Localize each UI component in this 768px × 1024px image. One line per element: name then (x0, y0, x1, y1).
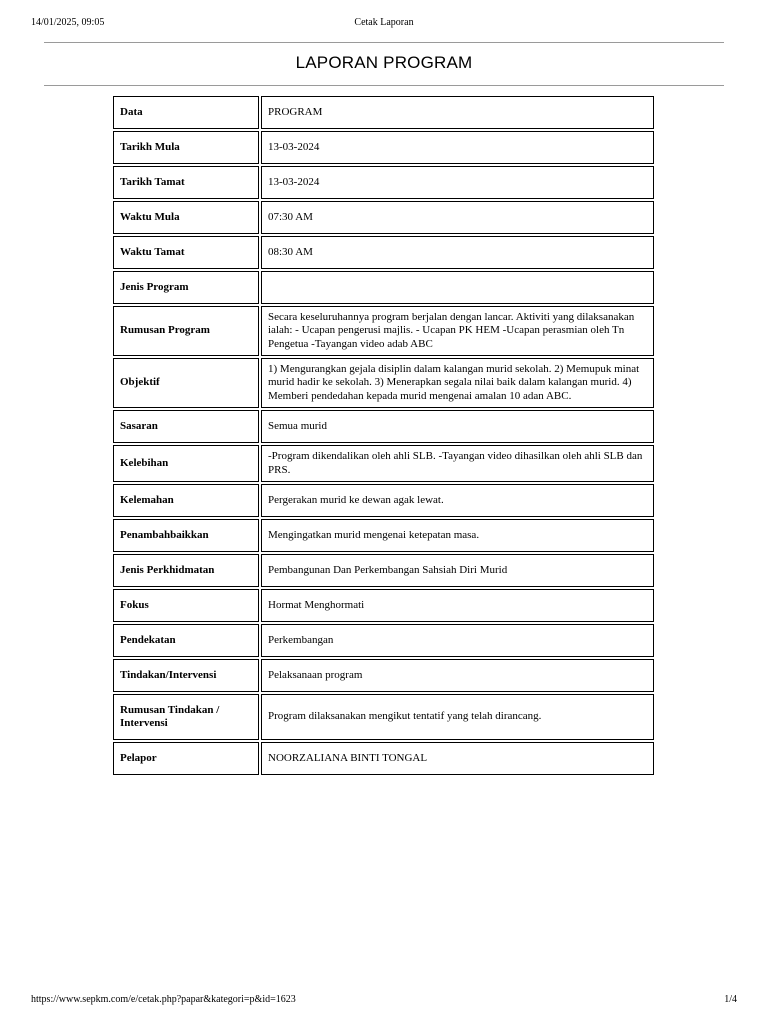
report-row (113, 484, 654, 517)
report-row (113, 589, 654, 622)
row-label: Pendekatan (113, 624, 259, 657)
print-datetime: 14/01/2025, 09:05 (31, 17, 105, 28)
row-value: 1) Mengurangkan gejala disiplin dalam kalangan murid sekolah. 2) Memupuk minat murid hadir ke sekolah. 3) Menerapkan segala nilai baik dalam kalangan murid. 4) Memberi pendedahan kepada murid mengenai amalan 10 adan ABC. (261, 358, 654, 408)
row-label: Tarikh Mula (113, 131, 259, 164)
print-footer (31, 994, 737, 1008)
print-url: https://www.sepkm.com/e/cetak.php?papar&kategori=p&id=1623 (31, 994, 296, 1005)
report-row (113, 131, 654, 164)
row-label: Waktu Mula (113, 201, 259, 234)
row-value: NOORZALIANA BINTI TONGAL (261, 742, 654, 775)
row-label: Penambahbaikkan (113, 519, 259, 552)
row-value: 07:30 AM (261, 201, 654, 234)
row-label: Fokus (113, 589, 259, 622)
row-label: Kelemahan (113, 484, 259, 517)
row-value: 13-03-2024 (261, 131, 654, 164)
report-row (113, 659, 654, 692)
row-value: Program dilaksanakan mengikut tentatif yang telah dirancang. (261, 694, 654, 740)
print-page-title: Cetak Laporan (354, 17, 414, 28)
row-value: PROGRAM (261, 96, 654, 129)
row-value: Secara keseluruhannya program berjalan dengan lancar. Aktiviti yang dilaksanakan ialah: - Ucapan pengerusi majlis. - Ucapan PK HEM -Ucapan perasmian oleh Tn Pengetua -Tayangan video adab ABC (261, 306, 654, 356)
report-row (113, 519, 654, 552)
report-row (113, 358, 654, 408)
report-row (113, 445, 654, 482)
row-label: Jenis Program (113, 271, 259, 304)
row-label: Objektif (113, 358, 259, 408)
report-row (113, 271, 654, 304)
report-row (113, 624, 654, 657)
row-label: Sasaran (113, 410, 259, 443)
report-row (113, 742, 654, 775)
row-value: Pergerakan murid ke dewan agak lewat. (261, 484, 654, 517)
row-value: Semua murid (261, 410, 654, 443)
row-label: Jenis Perkhidmatan (113, 554, 259, 587)
page-number: 1/4 (724, 994, 737, 1005)
row-label: Rumusan Tindakan / Intervensi (113, 694, 259, 740)
row-label: Tarikh Tamat (113, 166, 259, 199)
row-label: Tindakan/Intervensi (113, 659, 259, 692)
report-row (113, 236, 654, 269)
row-label: Kelebihan (113, 445, 259, 482)
row-label: Data (113, 96, 259, 129)
row-value: Perkembangan (261, 624, 654, 657)
report-row (113, 306, 654, 356)
top-divider (44, 42, 724, 43)
row-value: -Program dikendalikan oleh ahli SLB. -Tayangan video dihasilkan oleh ahli SLB dan PRS. (261, 445, 654, 482)
row-value (261, 271, 654, 304)
row-value: Mengingatkan murid mengenai ketepatan masa. (261, 519, 654, 552)
report-row (113, 201, 654, 234)
row-value: Pembangunan Dan Perkembangan Sahsiah Diri Murid (261, 554, 654, 587)
row-label: Pelapor (113, 742, 259, 775)
report-row (113, 166, 654, 199)
bottom-divider (44, 85, 724, 86)
report-row (113, 694, 654, 740)
row-value: 13-03-2024 (261, 166, 654, 199)
row-value: 08:30 AM (261, 236, 654, 269)
report-title: LAPORAN PROGRAM (295, 53, 473, 72)
row-value: Hormat Menghormati (261, 589, 654, 622)
row-value: Pelaksanaan program (261, 659, 654, 692)
report-row (113, 410, 654, 443)
print-header (31, 17, 737, 31)
report-table (111, 94, 656, 777)
report-row (113, 96, 654, 129)
row-label: Rumusan Program (113, 306, 259, 356)
report-table-body (113, 96, 654, 775)
report-row (113, 554, 654, 587)
row-label: Waktu Tamat (113, 236, 259, 269)
